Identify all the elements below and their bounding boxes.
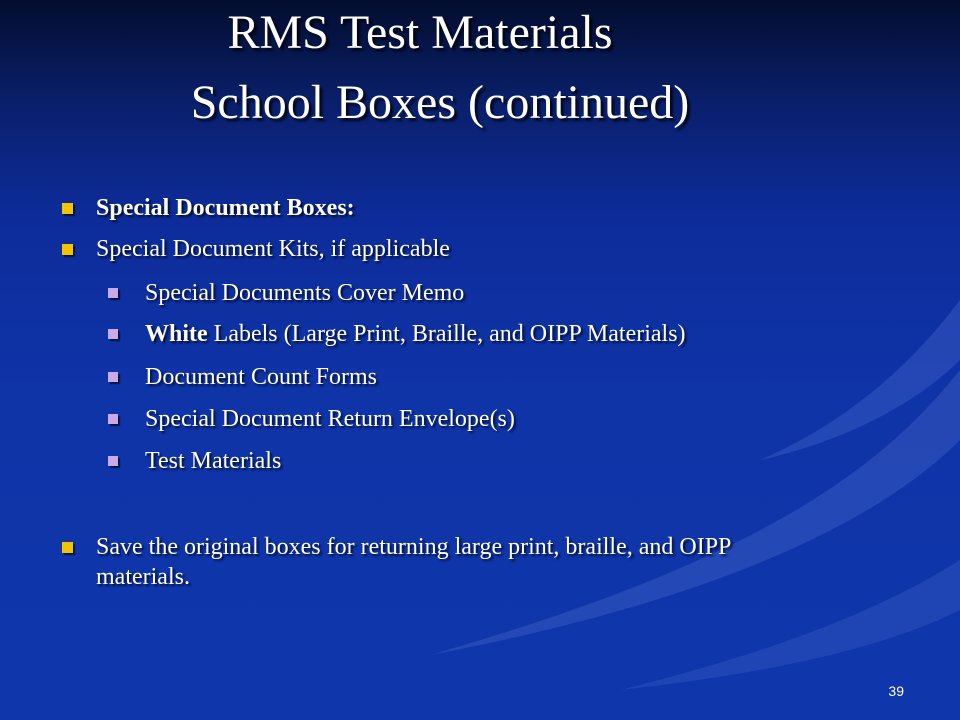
list-item-text: Labels (Large Print, Braille, and OIPP Materials)	[207, 321, 686, 347]
square-bullet-icon	[62, 542, 73, 553]
list-item-save-original-boxes	[96, 532, 816, 592]
list-item-text: Document Count Forms	[145, 364, 377, 390]
list-item-cover-memo	[145, 278, 464, 308]
square-bullet-icon	[62, 203, 73, 214]
list-item-white-labels	[145, 319, 686, 349]
list-item-text: Special Documents Cover Memo	[145, 280, 465, 306]
square-bullet-icon	[62, 244, 73, 255]
list-item-special-document-boxes	[96, 193, 355, 223]
list-item-document-count-forms	[145, 362, 377, 392]
list-item-text: Save the original boxes for returning large print, braille, and OIPP materials.	[96, 534, 731, 590]
square-bullet-icon	[108, 288, 118, 298]
page-number: 39	[888, 683, 904, 699]
square-bullet-icon	[108, 372, 118, 382]
square-bullet-icon	[108, 456, 118, 466]
list-item-special-document-kits	[96, 234, 450, 264]
list-item-text: Special Document Kits, if applicable	[96, 236, 450, 262]
list-item-return-envelope	[145, 404, 515, 434]
list-item-test-materials	[145, 446, 281, 476]
list-item-text: Test Materials	[145, 448, 282, 474]
list-item-text: Special Document Boxes:	[96, 195, 355, 221]
slide-title-line-2: School Boxes (continued)	[190, 76, 690, 129]
list-item-bold-text: White	[145, 321, 208, 347]
slide-title-line-1: RMS Test Materials	[227, 6, 613, 59]
square-bullet-icon	[108, 329, 118, 339]
square-bullet-icon	[108, 414, 118, 424]
list-item-text: Special Document Return Envelope(s)	[145, 406, 515, 432]
